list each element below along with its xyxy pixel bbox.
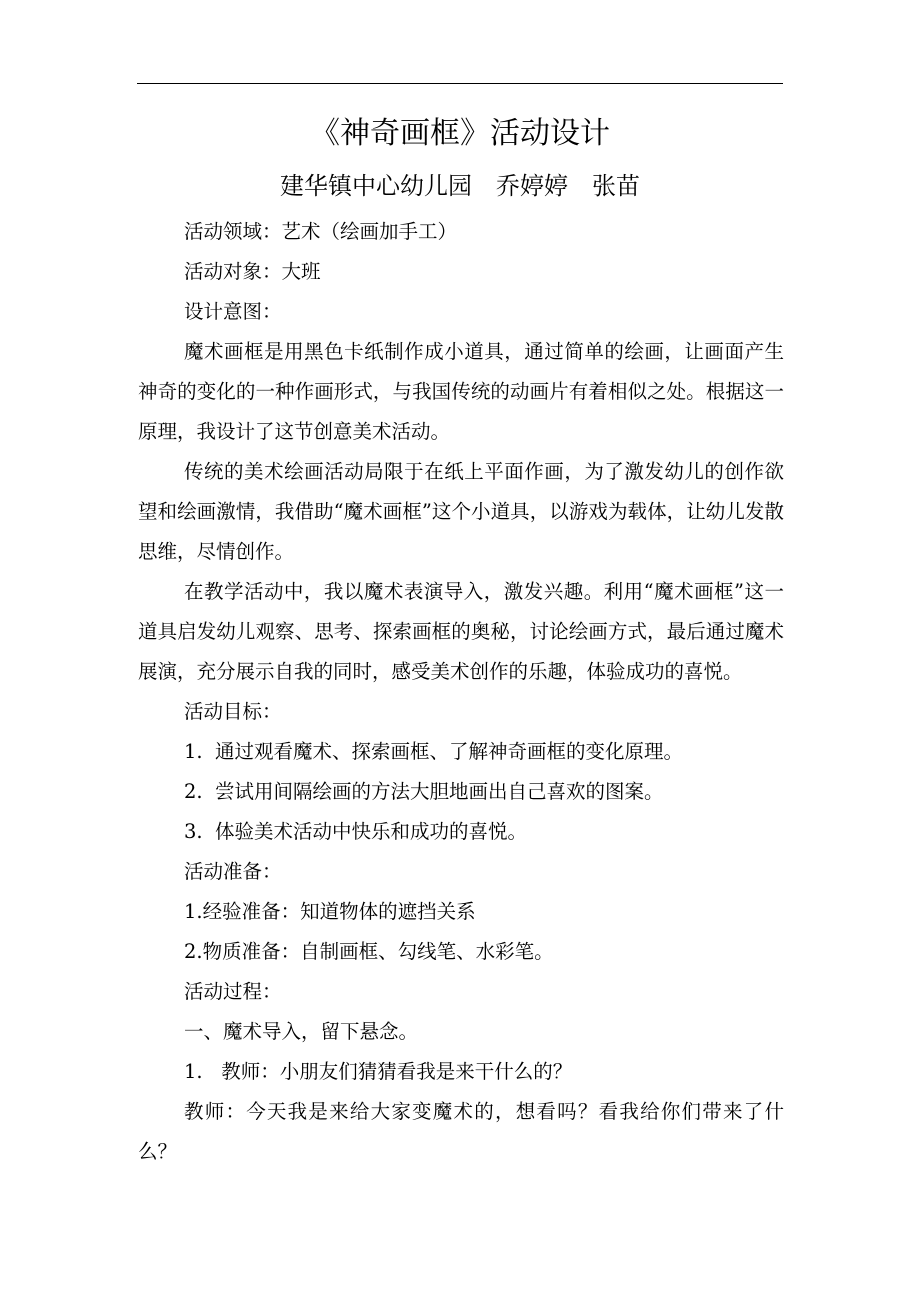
goal-item: 1. 通过观看魔术、探索画框、了解神奇画框的变化原理。 xyxy=(184,740,684,763)
process-heading: 活动过程： xyxy=(184,980,282,1003)
process-step: 一、魔术导入，留下悬念。 xyxy=(184,1020,419,1043)
document-title: 《神奇画框》活动设计 xyxy=(310,116,610,151)
prep-item: 1.经验准备：知道物体的遮挡关系 xyxy=(184,900,476,923)
goal-item: 2. 尝试用间隔绘画的方法大胆地画出自己喜欢的图案。 xyxy=(184,780,664,803)
intent-paragraph: 在教学活动中，我以魔术表演导入，激发兴趣。利用“魔术画框”这一道具启发幼儿观察、思考、探索画框的奥秘，讨论绘画方式，最后通过魔术展演，充分展示自我的同时，感受美术创作的乐趣，体验成功的喜悦。 xyxy=(138,580,784,683)
goal-item: 3. 体验美术活动中快乐和成功的喜悦。 xyxy=(184,820,528,843)
document-body xyxy=(138,212,784,1172)
activity-field: 活动领域：艺术（绘画加手工） xyxy=(184,220,458,243)
prep-item: 2.物质准备：自制画框、勾线笔、水彩笔。 xyxy=(184,940,554,963)
intent-paragraph: 魔术画框是用黑色卡纸制作成小道具，通过简单的绘画，让画面产生神奇的变化的一种作画形式，与我国传统的动画片有着相似之处。根据这一原理，我设计了这节创意美术活动。 xyxy=(138,340,784,443)
prep-heading: 活动准备： xyxy=(184,860,282,883)
process-item: 1. 教师：小朋友们猜猜看我是来干什么的？ xyxy=(184,1060,573,1083)
header-rule xyxy=(137,83,783,84)
process-paragraph: 教师：今天我是来给大家变魔术的，想看吗？看我给你们带来了什么？ xyxy=(138,1100,784,1163)
goals-heading: 活动目标： xyxy=(184,700,282,723)
activity-audience: 活动对象：大班 xyxy=(184,260,321,283)
document-byline: 建华镇中心幼儿园 乔婷婷 张苗 xyxy=(280,172,640,200)
intent-paragraph: 传统的美术绘画活动局限于在纸上平面作画，为了激发幼儿的创作欲望和绘画激情，我借助“魔术画框”这个小道具，以游戏为载体，让幼儿发散思维，尽情创作。 xyxy=(138,460,784,563)
intent-heading: 设计意图： xyxy=(184,300,282,323)
